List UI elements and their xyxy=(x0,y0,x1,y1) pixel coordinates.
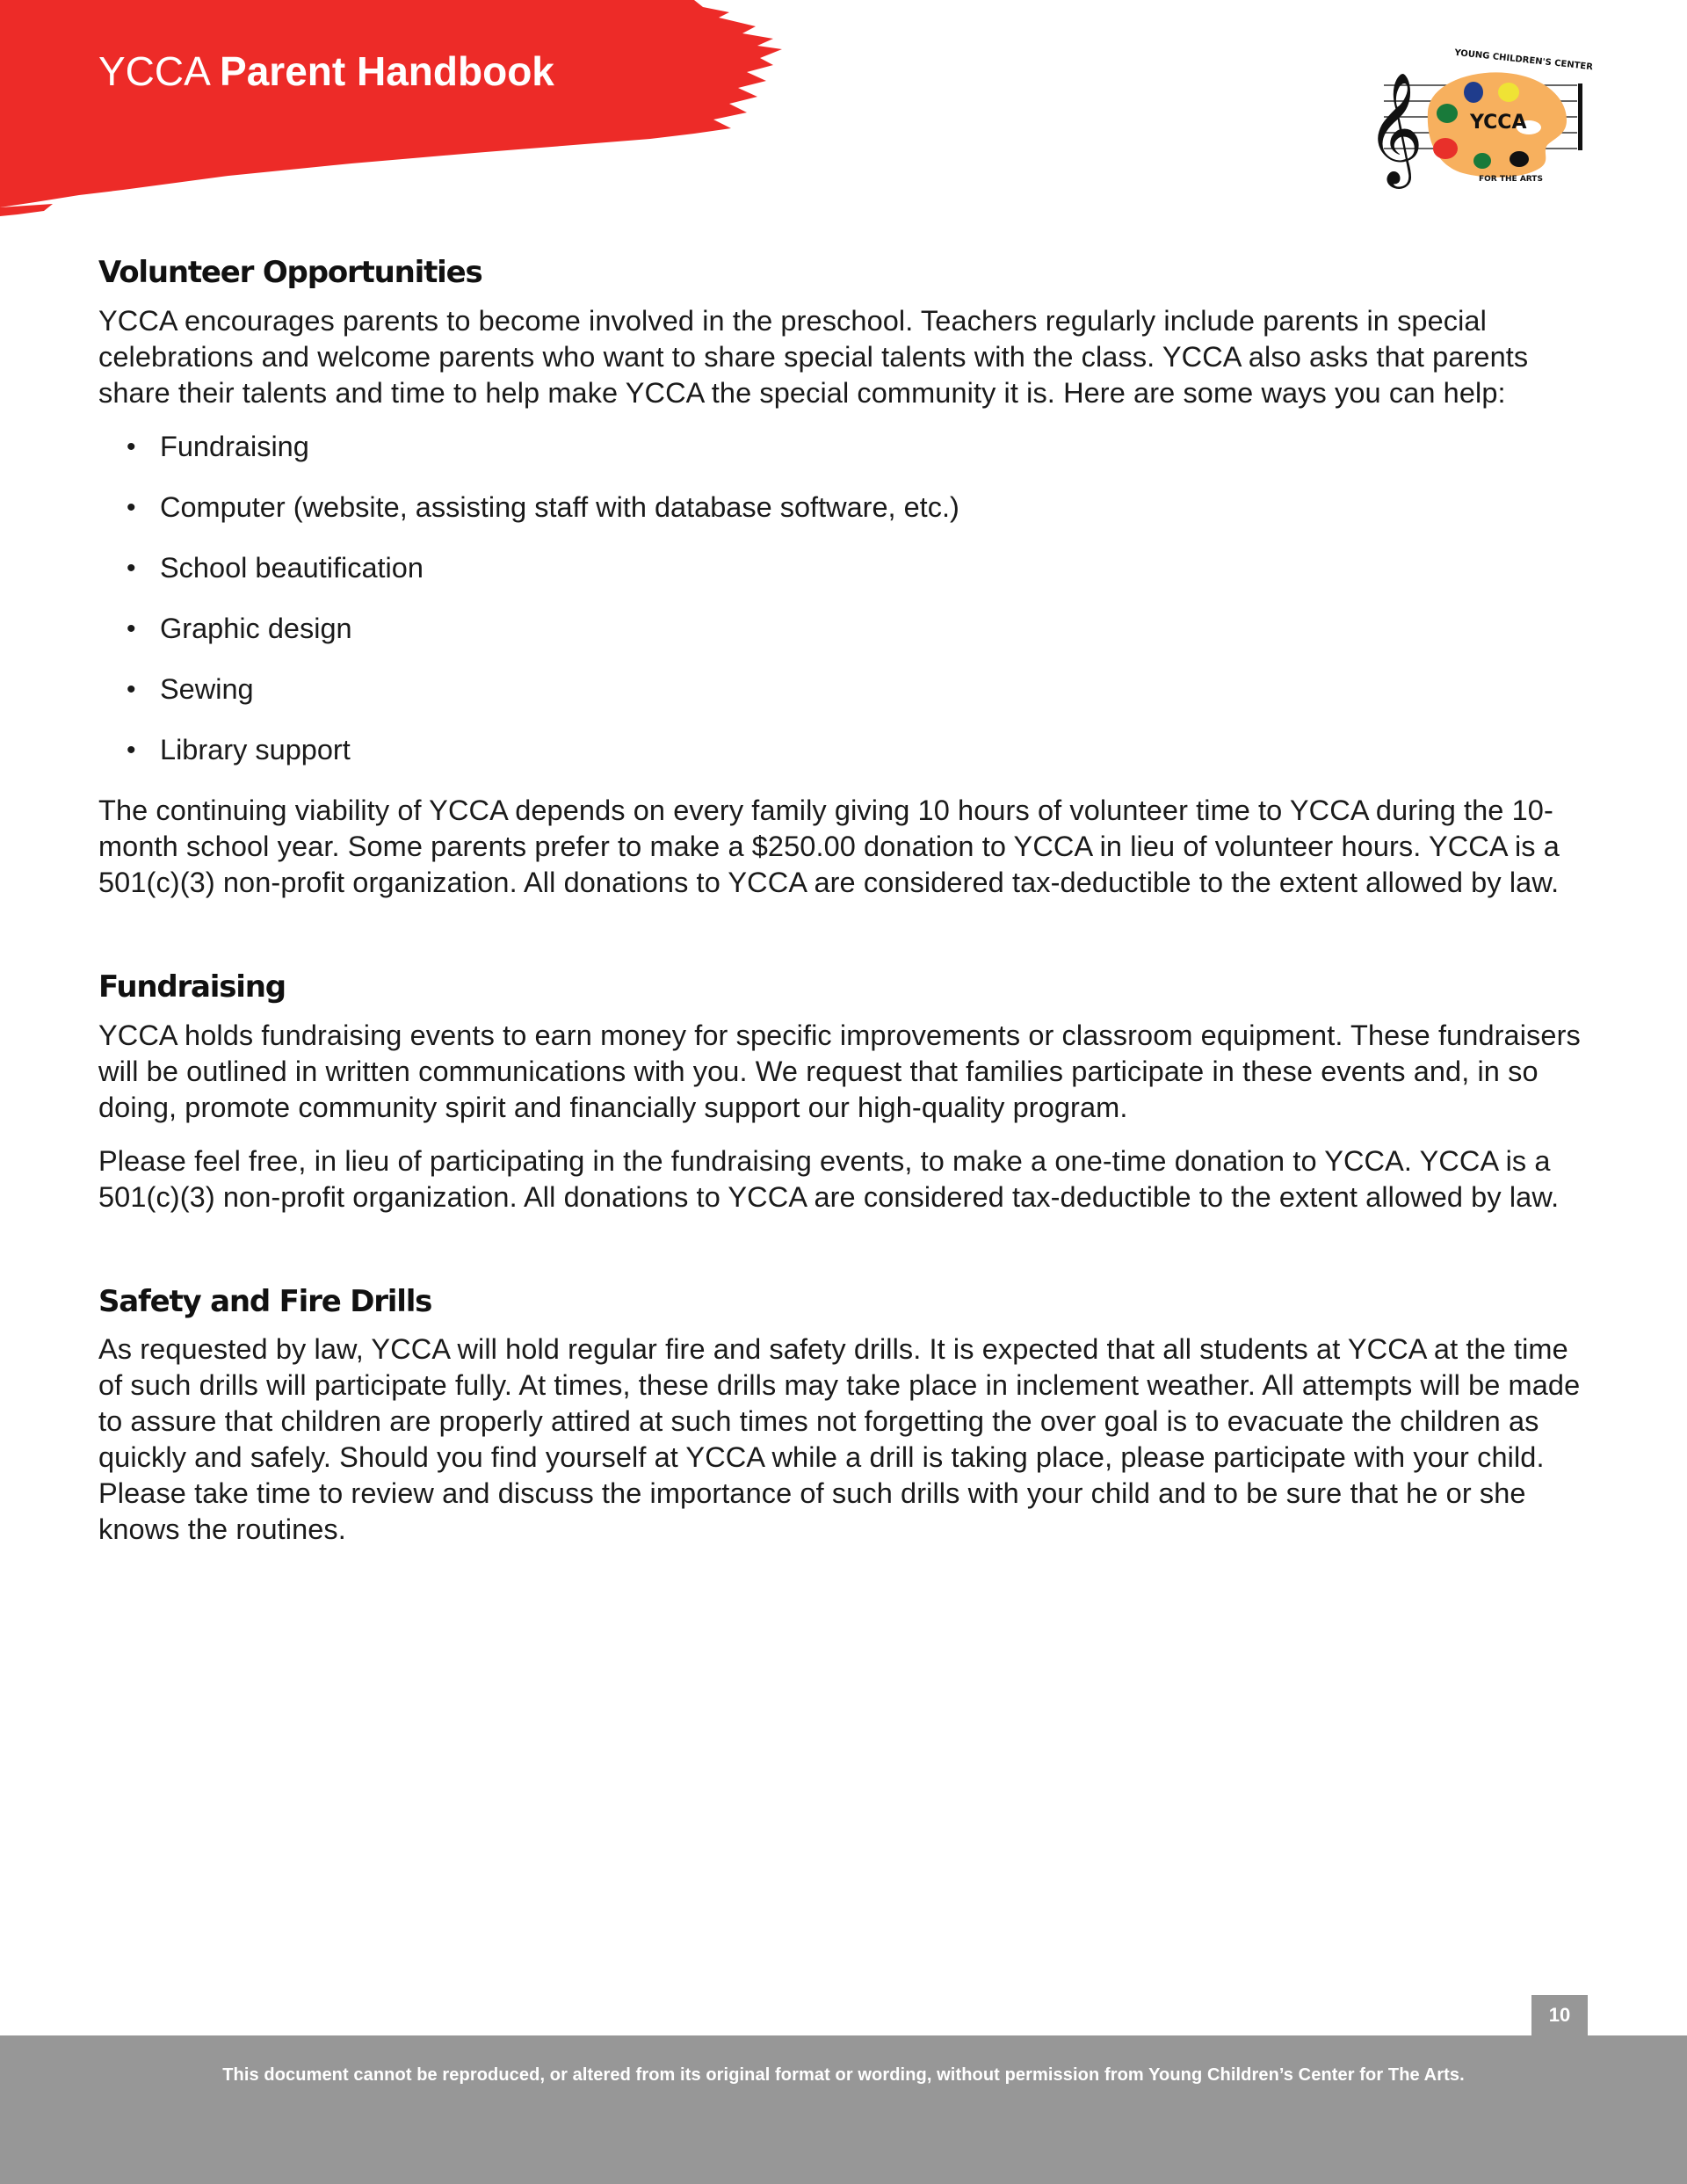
footer-copyright-notice: This document cannot be reproduced, or altered from its original format or wording, without permission from Young Children’s Center for The Arts. xyxy=(222,2065,1465,2085)
header-title-handbook: Parent Handbook xyxy=(220,48,554,94)
bullet-icon: • xyxy=(127,735,136,765)
list-item-label: School beautification xyxy=(160,551,424,584)
list-item xyxy=(98,611,1583,647)
list-item xyxy=(98,490,1583,526)
list-item-label: Fundraising xyxy=(160,430,309,462)
section-fundraising xyxy=(98,969,1583,1215)
logo-top-text: YOUNG CHILDREN'S CENTER xyxy=(1453,47,1594,73)
bullet-icon: • xyxy=(127,432,136,461)
volunteer-closing-paragraph: The continuing viability of YCCA depends on every family giving 10 hours of volunteer time to YCCA during the 10-month school year. Some parents prefer to make a $250.00 donation to YCCA in lieu of volunteer hours. YCCA is a 501(c)(3) non-profit organization. All donations to YCCA are considered tax-deductible to the extent allowed by law. xyxy=(98,794,1560,898)
header-title-ycca: YCCA xyxy=(98,48,209,94)
list-item-label: Graphic design xyxy=(160,612,352,644)
bullet-icon: • xyxy=(127,674,136,704)
safety-paragraph: As requested by law, YCCA will hold regular fire and safety drills. It is expected that all students at YCCA at the time of such drills will participate fully. At times, these drills may take place in inclement weather. All attempts will be made to assure that children are properly attired at such times not forgetting the over goal is to evacuate the children as quickly and safely. Should you find yourself at YCCA while a drill is taking place, please participate with your child. Please take time to review and discuss the importance of such drills with your child and to be sure that he or she knows the routines. xyxy=(98,1333,1581,1546)
list-item xyxy=(98,671,1583,707)
page-header-title xyxy=(98,48,554,94)
volunteer-intro-paragraph: YCCA encourages parents to become involved in the preschool. Teachers regularly include parents in special celebrations and welcome parents who want to share special talents with the class. YCCA also asks that parents share their talents and time to help make YCCA the special community it is. Here are some ways you can help: xyxy=(98,304,1529,409)
list-item-label: Computer (website, assisting staff with database software, etc.) xyxy=(160,490,959,523)
main-content xyxy=(98,255,1583,1565)
logo-bottom-text: FOR THE ARTS xyxy=(1479,175,1543,184)
list-item xyxy=(98,429,1583,465)
treble-clef-icon: 𝄞 xyxy=(1366,71,1424,184)
page-number: 10 xyxy=(1531,1995,1588,2035)
list-item-label: Library support xyxy=(160,733,351,765)
list-item-label: Sewing xyxy=(160,672,254,705)
bullet-icon: • xyxy=(127,492,136,522)
header-brush-stroke xyxy=(0,0,791,220)
section-volunteer-opportunities xyxy=(98,255,1583,901)
bullet-icon: • xyxy=(127,553,136,583)
section-heading: Volunteer Opportunities xyxy=(98,255,482,290)
list-item xyxy=(98,550,1583,586)
section-heading: Safety and Fire Drills xyxy=(98,1283,432,1319)
bullet-icon: • xyxy=(127,613,136,643)
section-heading: Fundraising xyxy=(98,969,286,1005)
logo-center-text: YCCA xyxy=(1470,112,1527,134)
ycca-logo xyxy=(1366,47,1595,189)
footer-bar xyxy=(0,2035,1687,2184)
staff-end-bar xyxy=(1578,83,1582,150)
fundraising-paragraph: YCCA holds fundraising events to earn money for specific improvements or classroom equipment. These fundraisers will be outlined in written communications with you. We request that families participate in these events and, in so doing, promote community spirit and financially support our high-quality program. xyxy=(98,1019,1581,1123)
section-safety-fire-drills xyxy=(98,1284,1583,1549)
volunteer-ways-list xyxy=(98,429,1583,768)
fundraising-paragraph: Please feel free, in lieu of participating in the fundraising events, to make a one-time donation to YCCA. YCCA is a 501(c)(3) non-profit organization. All donations to YCCA are considered tax-deductible to the extent allowed by law. xyxy=(98,1144,1560,1213)
list-item xyxy=(98,732,1583,768)
